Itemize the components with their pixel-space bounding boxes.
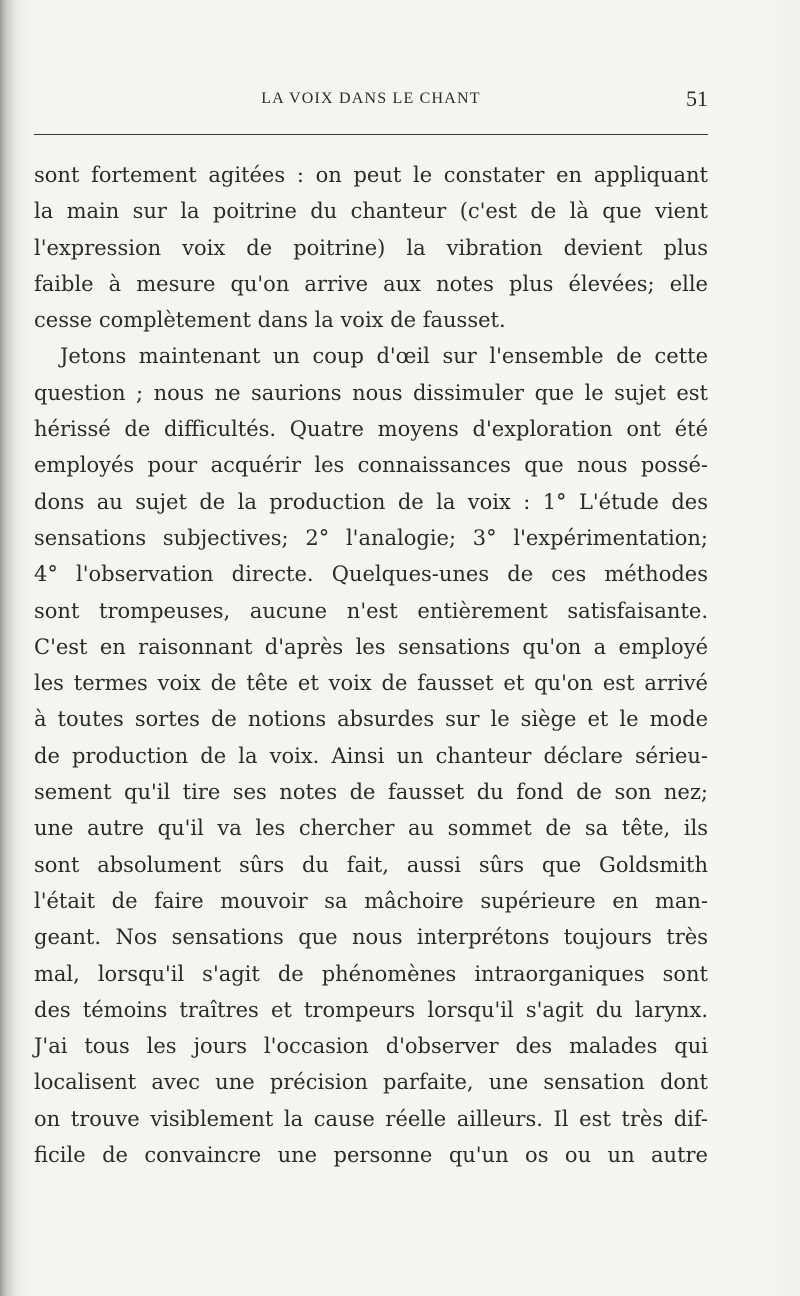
text-line: localisent avec une précision parfaite, une sensation dont [34,1070,708,1095]
text-line: de production de la voix. Ainsi un chanteur déclare sérieu- [34,743,708,768]
paragraph-start-line: Jetons maintenant un coup d'œil sur l'ensemble de cette [60,344,708,369]
page-number: 51 [686,86,708,111]
text-line: sensations subjectives; 2° l'analogie; 3° l'expérimentation; [34,525,708,550]
text-line: l'était de faire mouvoir sa mâchoire supérieure en man- [34,888,708,913]
text-line: mal, lorsqu'il s'agit de phénomènes intraorganiques sont [34,961,708,986]
body-text [34,157,708,1173]
text-line: à toutes sortes de notions absurdes sur le siège et le mode [34,707,708,732]
text-line: on trouve visiblement la cause réelle ailleurs. Il est très dif- [34,1106,708,1131]
text-line: une autre qu'il va les chercher au sommet de sa tête, ils [34,816,708,841]
text-line: C'est en raisonnant d'après les sensations qu'on a employé [34,634,708,659]
text-line: employés pour acquérir les connaissances que nous possé- [34,453,708,478]
paragraph-end-line: cesse complètement dans la voix de fausset. [34,308,506,333]
text-line: faible à mesure qu'on arrive aux notes plus élevées; elle [34,271,708,296]
text-line: hérissé de difficultés. Quatre moyens d'exploration ont été [34,417,708,442]
header-rule [34,134,708,135]
text-line: sont trompeuses, aucune n'est entièrement satisfaisante. [34,598,708,623]
text-line: les termes voix de tête et voix de fausset et qu'on est arrivé [34,671,708,696]
text-line: sement qu'il tire ses notes de fausset du fond de son nez; [34,780,708,805]
text-line: ficile de convaincre une personne qu'un os ou un autre [34,1143,708,1168]
text-line: sont fortement agitées : on peut le constater en appliquant [34,163,708,187]
text-line: 4° l'observation directe. Quelques-unes de ces méthodes [34,562,708,587]
text-line: l'expression voix de poitrine) la vibration devient plus [34,235,708,260]
running-head [34,86,708,116]
text-line: J'ai tous les jours l'occasion d'observer des malades qui [34,1034,708,1059]
text-line: des témoins traîtres et trompeurs lorsqu'il s'agit du larynx. [34,997,708,1022]
text-line: geant. Nos sensations que nous interprétons toujours très [34,925,708,950]
running-title: LA VOIX DANS LE CHANT [261,90,481,107]
text-line: dons au sujet de la production de la voix : 1° L'étude des [34,489,708,514]
text-line: sont absolument sûrs du fait, aussi sûrs que Goldsmith [34,852,708,877]
text-line: question ; nous ne saurions nous dissimuler que le sujet est [34,380,708,405]
text-line: la main sur la poitrine du chanteur (c'est de là que vient [34,199,708,224]
